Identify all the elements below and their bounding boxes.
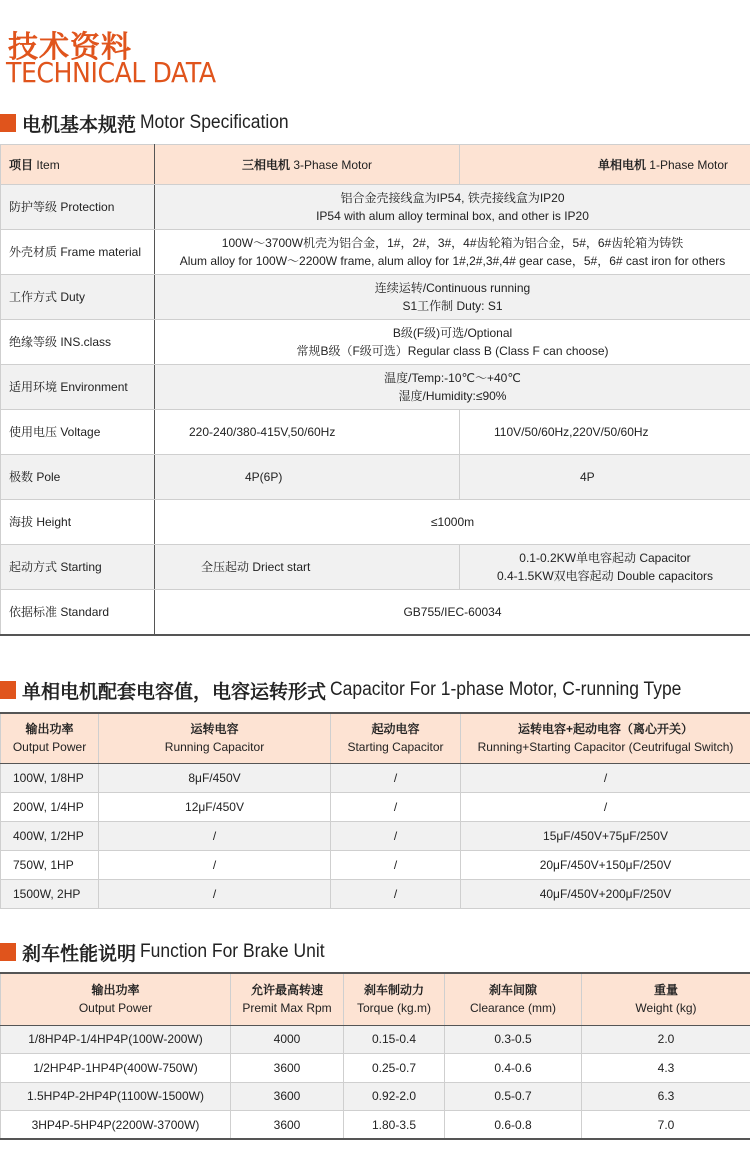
table-row [1, 230, 750, 275]
frame-line2: Alum alloy for 100W～2200W frame, alum alloy for 1#,2#,3#,4# gear case，5#，6# cast iron for others [179, 254, 726, 268]
cap-col4-cn: 运转电容+起动电容（离心开关） [517, 722, 693, 737]
brake-col3-cn: 刹车制动力 [363, 983, 424, 998]
brake-col1-cn: 输出功率 [91, 983, 140, 998]
brake-power: 1.5HP4P-2HP4P(1100W-1500W) [1, 1082, 231, 1111]
brake-rpm: 3600 [231, 1111, 344, 1140]
protection-line2: IP54 with alum alloy terminal box, and other is IP20 [316, 209, 589, 223]
page-title-en: TECHNICAL DATA [6, 56, 216, 89]
table-header-row [1, 145, 750, 185]
cap-power: 100W, 1/8HP [1, 763, 99, 792]
cap-both: 15μF/450V+75μF/250V [461, 821, 750, 850]
brake-col2-en: Premit Max Rpm [242, 1001, 332, 1016]
brake-power: 1/2HP4P-1HP4P(400W-750W) [1, 1054, 231, 1083]
brake-rpm: 4000 [231, 1025, 344, 1054]
frame-line1: 100W～3700W机壳为铝合金，1#，2#，3#，4#齿轮箱为铝合金，5#，6#齿轮箱为铸铁 [221, 236, 684, 250]
motor-spec-heading-cn: 电机基本规范 [22, 114, 137, 136]
brake-power: 1/8HP4P-1/4HP4P(100W-200W) [1, 1025, 231, 1054]
brake-clearance: 0.4-0.6 [445, 1054, 582, 1083]
table-row [1, 455, 750, 500]
table-row [1, 365, 750, 410]
env-line2: 湿度/Humidity:≤90% [398, 389, 507, 403]
brake-col4-en: Clearance (mm) [469, 1001, 556, 1016]
starting-single2: 0.4-1.5KW双电容起动 Double capacitors [496, 569, 714, 583]
cap-power: 200W, 1/4HP [1, 792, 99, 821]
cap-starting: / [331, 879, 461, 908]
table-row [1, 275, 750, 320]
motor-spec-table [0, 144, 750, 636]
item-header-en: Item [36, 157, 60, 172]
capacitor-table [0, 712, 750, 909]
cap-col1-cn: 输出功率 [25, 722, 74, 737]
height-value: ≤1000m [155, 500, 750, 545]
cap-both: / [461, 792, 750, 821]
cap-starting: / [331, 763, 461, 792]
starting-label: 起动方式 Starting [1, 545, 155, 590]
cap-col1-en: Output Power [12, 740, 87, 755]
pole-single: 4P [460, 455, 750, 500]
table-row [1, 320, 750, 365]
table-row [1, 763, 750, 792]
table-row [1, 500, 750, 545]
brake-col4-cn: 刹车间隙 [488, 983, 537, 998]
brake-col5-cn: 重量 [653, 983, 678, 998]
brake-weight: 6.3 [582, 1082, 750, 1111]
brake-col3-en: Torque (kg.m) [356, 1001, 432, 1016]
starting-single1: 0.1-0.2KW单电容起动 Capacitor [519, 551, 691, 565]
table-row [1, 590, 750, 635]
table-row [1, 821, 750, 850]
duty-label: 工作方式 Duty [1, 275, 155, 320]
cap-power: 400W, 1/2HP [1, 821, 99, 850]
section-marker [0, 114, 16, 132]
section-marker [0, 943, 16, 961]
pole-label: 极数 Pole [1, 455, 155, 500]
cap-running: / [99, 879, 331, 908]
brake-heading-en: Function For Brake Unit [140, 941, 325, 962]
item-header-cn: 项目 [9, 157, 34, 172]
cap-starting: / [331, 850, 461, 879]
capacitor-heading-en: Capacitor For 1-phase Motor, C-running Type [330, 679, 682, 700]
ins-line2: 常规B级（F级可选）Regular class B (Class F can choose) [296, 344, 609, 358]
motor-spec-heading-en: Motor Specification [140, 112, 289, 133]
height-label: 海拔 Height [1, 500, 155, 545]
cap-running: 12μF/450V [99, 792, 331, 821]
brake-torque: 1.80-3.5 [344, 1111, 445, 1140]
brake-heading [0, 939, 341, 965]
table-row [1, 1025, 750, 1054]
page-title-cn: 技术资料 [8, 31, 132, 64]
cap-power: 750W, 1HP [1, 850, 99, 879]
section-marker [0, 681, 16, 699]
brake-torque: 0.15-0.4 [344, 1025, 445, 1054]
table-row [1, 850, 750, 879]
single-phase-header-cn: 单相电机 [597, 157, 646, 172]
brake-clearance: 0.5-0.7 [445, 1082, 582, 1111]
cap-both: / [461, 763, 750, 792]
table-row [1, 1054, 750, 1083]
cap-col2-cn: 运转电容 [190, 722, 239, 737]
brake-rpm: 3600 [231, 1082, 344, 1111]
brake-weight: 2.0 [582, 1025, 750, 1054]
brake-col5-en: Weight (kg) [635, 1001, 697, 1016]
table-row [1, 1082, 750, 1111]
duty-line2: S1工作制 Duty: S1 [402, 299, 503, 313]
cap-both: 20μF/450V+150μF/250V [461, 850, 750, 879]
voltage-label: 使用电压 Voltage [1, 410, 155, 455]
brake-heading-cn: 刹车性能说明 [22, 943, 137, 965]
three-phase-header-en: 3-Phase Motor [293, 157, 373, 172]
brake-rpm: 3600 [231, 1054, 344, 1083]
brake-col2-cn: 允许最高转速 [250, 983, 323, 998]
capacitor-heading [0, 677, 712, 703]
brake-clearance: 0.6-0.8 [445, 1111, 582, 1140]
protection-label: 防护等级 Protection [1, 185, 155, 230]
capacitor-heading-cn: 单相电机配套电容值，电容运转形式 [22, 681, 327, 703]
frame-label: 外壳材质 Frame material [1, 230, 155, 275]
starting-three: 全压起动 Driect start [155, 545, 460, 590]
cap-col4-en: Running+Starting Capacitor (Ceutrifugal Switch) [477, 740, 734, 755]
cap-col3-en: Starting Capacitor [347, 740, 444, 755]
three-phase-header-cn: 三相电机 [241, 157, 290, 172]
table-header-row [1, 713, 750, 763]
table-row [1, 1111, 750, 1140]
env-label: 适用环境 Environment [1, 365, 155, 410]
env-line1: 温度/Temp:-10℃～+40℃ [384, 371, 521, 385]
pole-three: 4P(6P) [155, 455, 460, 500]
table-header-row [1, 973, 750, 1025]
brake-torque: 0.92-2.0 [344, 1082, 445, 1111]
ins-line1: B级(F级)可选/Optional [392, 326, 513, 340]
standard-label: 依据标准 Standard [1, 590, 155, 635]
table-row [1, 792, 750, 821]
single-phase-header-en: 1-Phase Motor [649, 157, 728, 172]
brake-power: 3HP4P-5HP4P(2200W-3700W) [1, 1111, 231, 1140]
cap-both: 40μF/450V+200μF/250V [461, 879, 750, 908]
brake-weight: 7.0 [582, 1111, 750, 1140]
duty-line1: 连续运转/Continuous running [374, 281, 531, 295]
brake-torque: 0.25-0.7 [344, 1054, 445, 1083]
brake-table [0, 972, 750, 1140]
voltage-single: 110V/50/60Hz,220V/50/60Hz [460, 410, 750, 455]
brake-weight: 4.3 [582, 1054, 750, 1083]
cap-starting: / [331, 792, 461, 821]
voltage-three: 220-240/380-415V,50/60Hz [155, 410, 460, 455]
table-row [1, 545, 750, 590]
table-row [1, 879, 750, 908]
motor-spec-heading [0, 110, 302, 136]
brake-col1-en: Output Power [78, 1001, 153, 1016]
cap-starting: / [331, 821, 461, 850]
table-row [1, 410, 750, 455]
cap-running: / [99, 850, 331, 879]
ins-label: 绝缘等级 INS.class [1, 320, 155, 365]
cap-col2-en: Running Capacitor [164, 740, 265, 755]
protection-line1: 铝合金壳接线盒为IP54, 铁壳接线盒为IP20 [340, 191, 565, 205]
standard-value: GB755/IEC-60034 [155, 590, 750, 635]
cap-running: 8μF/450V [99, 763, 331, 792]
cap-col3-cn: 起动电容 [371, 722, 420, 737]
brake-clearance: 0.3-0.5 [445, 1025, 582, 1054]
cap-running: / [99, 821, 331, 850]
table-row [1, 185, 750, 230]
cap-power: 1500W, 2HP [1, 879, 99, 908]
